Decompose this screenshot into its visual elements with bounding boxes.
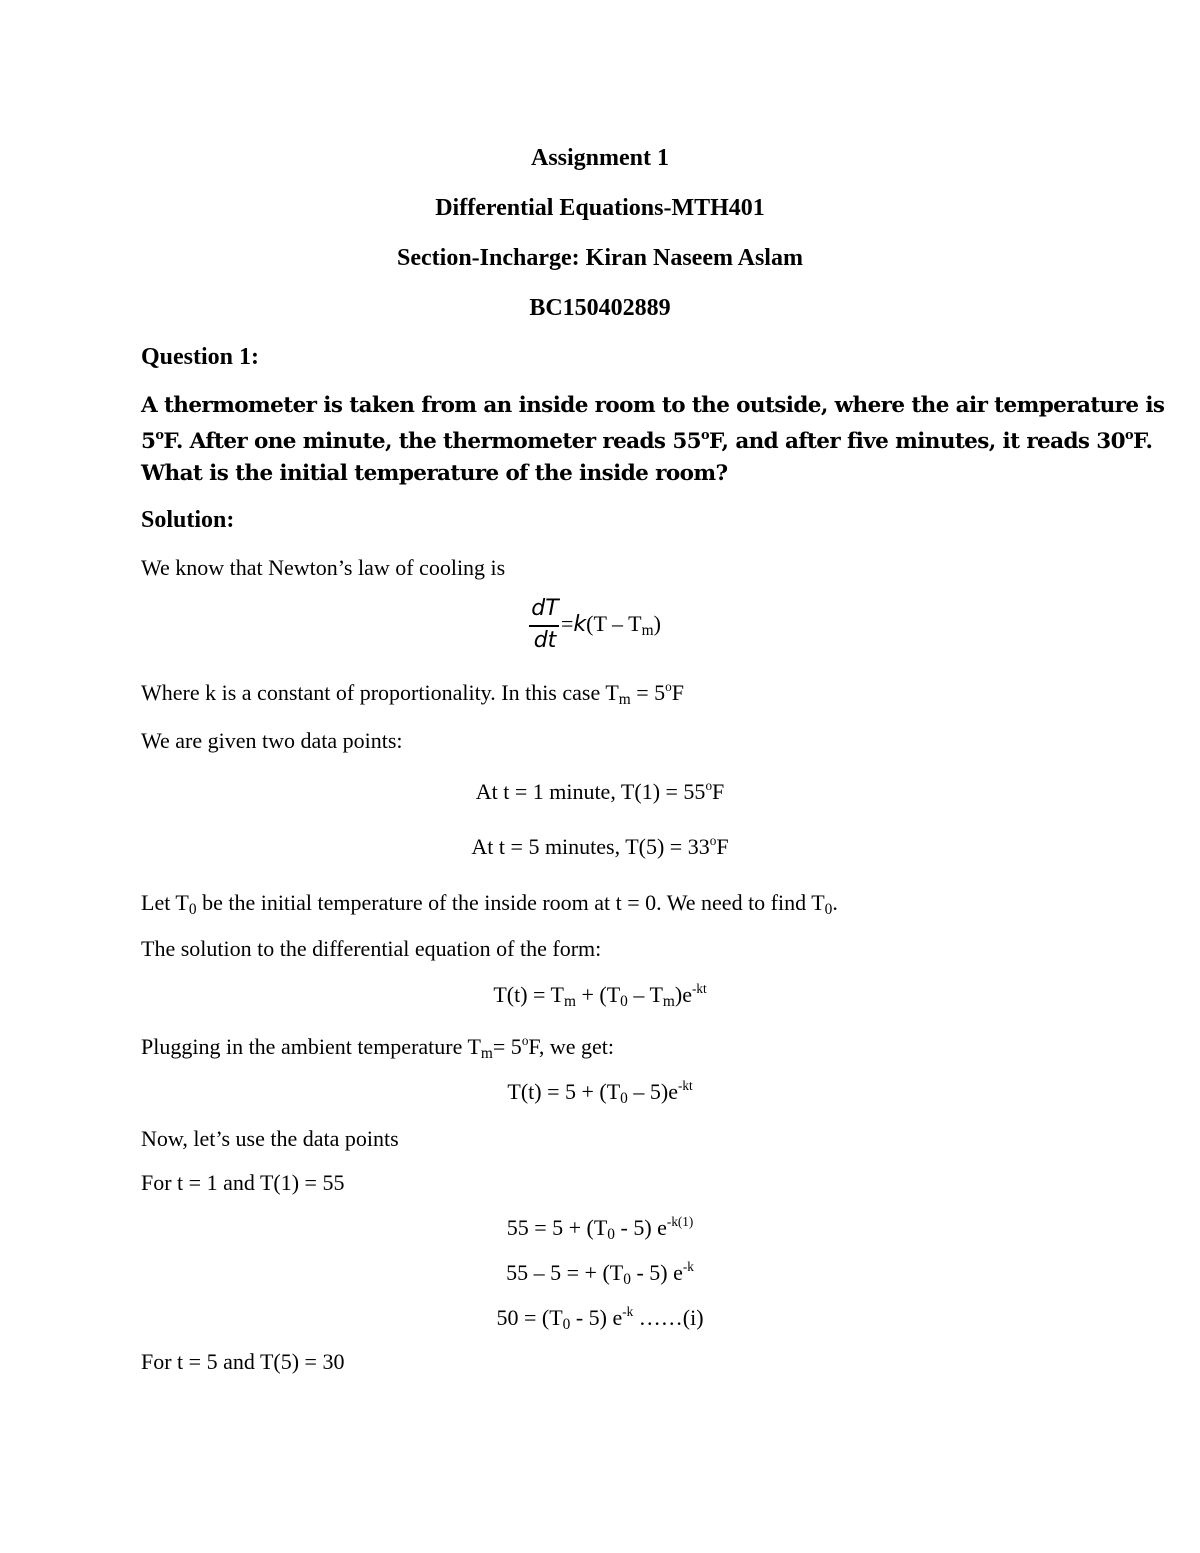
student-id: BC150402889	[529, 295, 671, 321]
data-point-1: At t = 1 minute, $T(1) = 55^oF$	[475, 778, 725, 804]
given-line: We are given two data points:	[141, 728, 403, 753]
now-line: Now, let’s use the data points	[141, 1126, 399, 1151]
assignment-title: Assignment 1	[530, 145, 669, 171]
step-3: $50 = (T_0 - 5)$ $e^{-k}$ ……(i)	[496, 1304, 704, 1333]
constant-line: Where k is a constant of proportionality. In this case $T_m = 5^oF$	[141, 679, 685, 708]
course-title: Differential Equations-MTH401	[435, 195, 765, 221]
question-line-1: A thermometer is taken from an inside room to the outside, where the air temperature is	[141, 393, 1165, 418]
let-line: Let $T_0$ be the initial temperature of the inside room at t = 0. We need to find $T_0$.	[141, 890, 838, 918]
data-point-2: At t = 5 minutes, $T(5) = 33^oF$	[471, 833, 729, 859]
fraction-denominator: dt	[533, 628, 557, 653]
solution-intro: We know that Newton’s law of cooling is	[141, 555, 506, 580]
fraction-bar	[529, 625, 559, 627]
form-line: The solution to the differential equation of the form:	[141, 936, 602, 961]
solution-heading: Solution:	[141, 507, 235, 533]
step-2: 55 – 5 = + $(T_0 - 5)$ $e^{-k}$	[506, 1259, 694, 1288]
question-line-2: 5$^o$F. After one minute, the thermometer reads 55$^o$F, and after five minutes, it reads 30$^o$F.	[141, 428, 1153, 454]
question-heading: Question 1:	[141, 344, 260, 370]
step-1: $55 = 5 + (T_0 - 5)$ $e^{-k(1)}$	[506, 1214, 694, 1243]
question-line-3: What is the initial temperature of the inside room?	[141, 461, 728, 486]
particular-solution: $T(t) = 5 + (T_0 - 5)e^{-kt}$	[507, 1078, 693, 1107]
plug-line: Plugging in the ambient temperature $T_m= 5^oF$, we get:	[141, 1033, 615, 1062]
for-t5-line: For t = 5 and T(5) = 30	[141, 1349, 345, 1374]
newton-law-rhs: $=k(T - T_m)$	[561, 611, 661, 639]
for-t1-line: For t = 1 and T(1) = 55	[141, 1170, 345, 1195]
section-incharge: Section-Incharge: Kiran Naseem Aslam	[397, 245, 803, 271]
general-solution: $T(t) = T_m + (T_0 - T_m)e^{-kt}$	[493, 981, 707, 1010]
fraction-numerator: dT	[531, 596, 559, 621]
